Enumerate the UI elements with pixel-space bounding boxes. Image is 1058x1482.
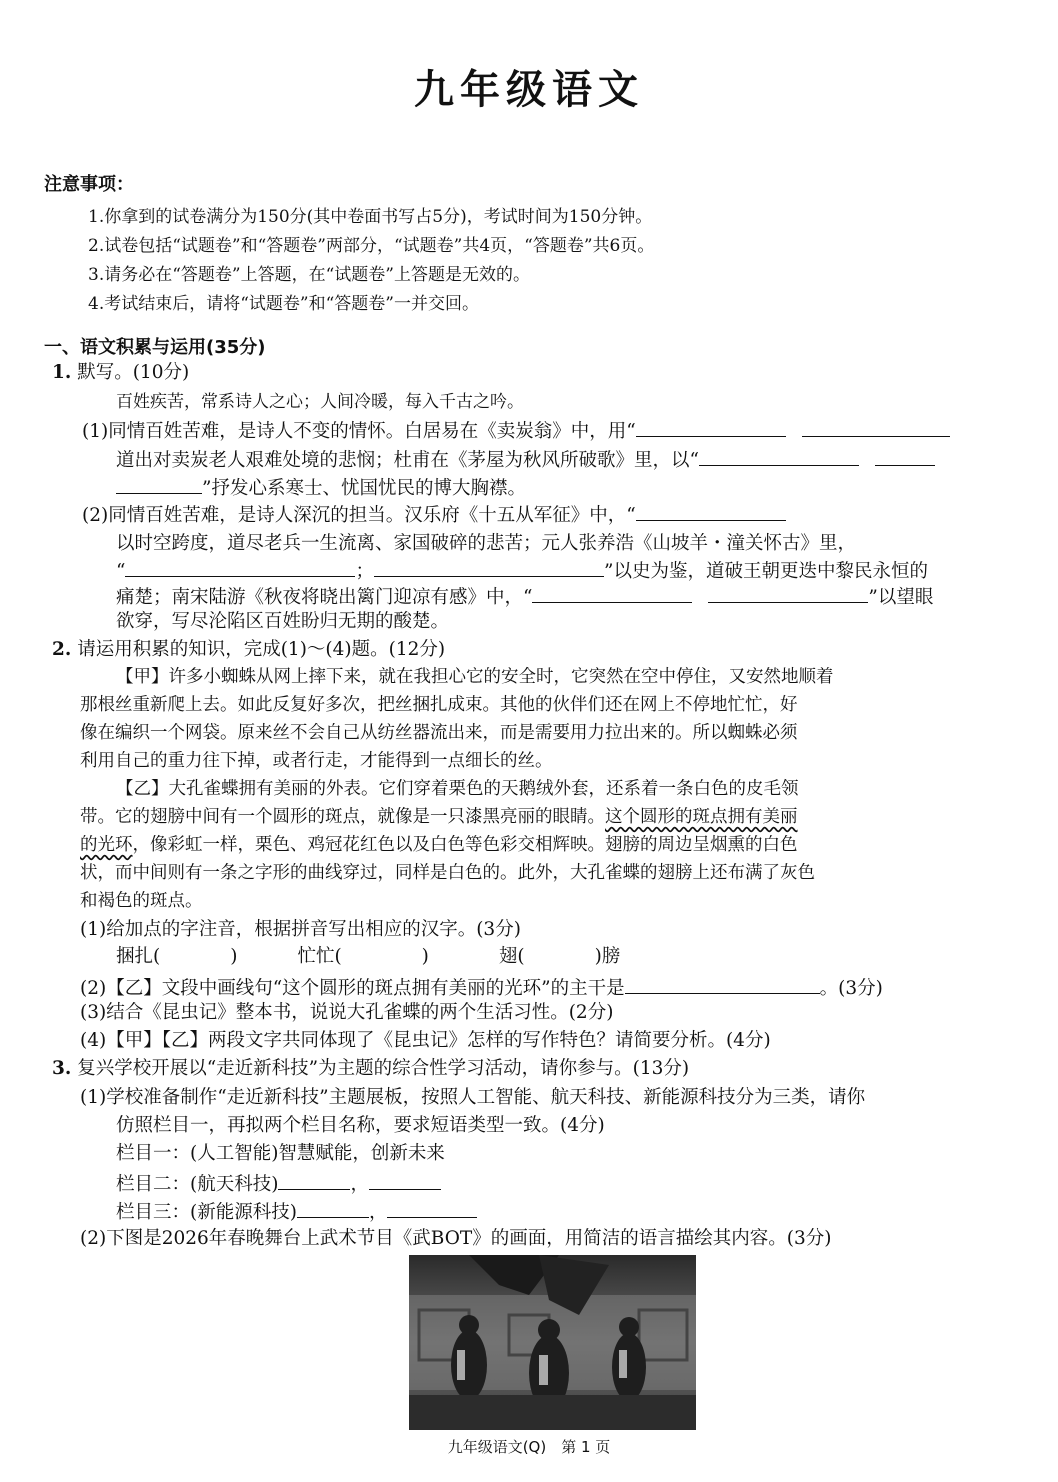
passage-jia-line: 那根丝重新爬上去。如此反复好多次，把丝捆扎成束。其他的伙伴们还在网上不停地忙忙，好 (80, 695, 798, 715)
pinyin-item: )膀 (594, 946, 621, 967)
pinyin-item: 忙忙( (297, 946, 342, 967)
q1-part2-line (82, 500, 786, 529)
q1-text: (2)同情百姓苦难，是诗人深沉的担当。汉乐府《十五从军征》中，“ (82, 505, 636, 526)
q1-text: ； (355, 561, 374, 582)
question-1-intro: 百姓疾苦，常系诗人之心；人间冷暖，每入千古之吟。 (116, 392, 524, 412)
passage-jia-line: 【甲】许多小蜘蛛从网上摔下来，就在我担心它的安全时，它突然在空中停住，又安然地顺着 (116, 667, 834, 687)
q1-text: ”抒发心系寒士、忧国忧民的博大胸襟。 (202, 478, 526, 499)
answer-blank (532, 582, 692, 603)
q1-part1-line (82, 416, 950, 445)
notice-item: 1.你拿到的试卷满分为150分(其中卷面书写占5分)，考试时间为150分钟。 (88, 207, 653, 227)
q3-sub1-line: 仿照栏目一，再拟两个栏目名称，要求短语类型一致。(4分) (116, 1115, 605, 1136)
column-1: 栏目一：(人工智能)智慧赋能，创新未来 (116, 1143, 445, 1164)
q1-part2-line: 欲穿，写尽沦陷区百姓盼归无期的酸楚。 (116, 611, 450, 632)
passage-text: 带。它的翅膀中间有一个圆形的斑点，就像是一只漆黑亮丽的眼睛。 (80, 807, 605, 827)
q2-sub3: (3)结合《昆虫记》整本书，说说大孔雀蝶的两个生活习性。(2分) (80, 1002, 614, 1023)
q2-text: 。(3分) (819, 978, 883, 999)
comma: ， (368, 1202, 388, 1223)
stage-photo (409, 1255, 696, 1430)
column-label: 栏目二：(航天科技) (116, 1174, 279, 1195)
question-2-title (52, 637, 445, 663)
answer-blank (374, 556, 604, 577)
pinyin-item: ) (421, 946, 429, 967)
answer-blank (708, 582, 868, 603)
answer-blank (636, 500, 786, 521)
question-number: 2. (52, 639, 72, 660)
answer-blank (625, 973, 820, 994)
answer-blank (699, 445, 859, 466)
q1-part2-line (116, 528, 856, 557)
q2-sub1: (1)给加点的字注音，根据拼音写出相应的汉字。(3分) (80, 919, 521, 940)
pinyin-item: 捆扎( (116, 946, 161, 967)
answer-blank (802, 416, 950, 437)
answer-blank (278, 1169, 350, 1190)
column-2 (116, 1169, 441, 1198)
q2-sub4: (4)【甲】【乙】两段文字共同体现了《昆虫记》怎样的写作特色？请简要分析。(4分) (80, 1030, 771, 1051)
notice-item: 2.试卷包括“试题卷”和“答题卷”两部分，“试题卷”共4页，“答题卷”共6页。 (88, 236, 655, 256)
answer-blank (297, 1197, 369, 1218)
q2-text: (2)【乙】文段中画线句“这个圆形的斑点拥有美丽的光环”的主干是 (80, 978, 625, 999)
question-1-title (52, 360, 189, 386)
pinyin-item: ) (230, 946, 238, 967)
underlined-sentence: 的光环 (80, 835, 133, 855)
section-heading: 一、语文积累与运用(35分) (44, 337, 266, 358)
question-text: 复兴学校开展以“走近新科技”为主题的综合性学习活动，请你参与。(13分) (77, 1058, 690, 1079)
passage-yi-line (80, 832, 798, 858)
passage-yi-line (80, 804, 798, 830)
answer-blank (369, 1169, 441, 1190)
q1-part2-line (116, 556, 928, 585)
page-footer: 九年级语文(Q) 第 1 页 (447, 1438, 611, 1456)
q1-text: ”以史为鉴，道破王朝更迭中黎民永恒的 (603, 561, 928, 582)
passage-text: ，像彩虹一样，栗色、鸡冠花红色以及白色等色彩交相辉映。翅膀的周边呈烟熏的白色 (132, 835, 798, 855)
page-title: 九年级语文 (414, 67, 644, 113)
pinyin-item: 翅( (498, 946, 525, 967)
q1-text: “ (116, 561, 126, 582)
notice-heading: 注意事项： (44, 174, 134, 195)
q1-part1-line (116, 445, 935, 474)
q3-sub1-line: (1)学校准备制作“走近新科技”主题展板，按照人工智能、航天科技、新能源科技分为三类，请你 (80, 1087, 866, 1108)
q1-text: ”以望眼 (868, 587, 934, 608)
answer-blank (116, 473, 202, 494)
column-3 (116, 1197, 477, 1226)
comma: ， (350, 1174, 369, 1195)
q1-text: (1)同情百姓苦难，是诗人不变的情怀。白居易在《卖炭翁》中，用“ (82, 421, 636, 442)
q3-sub2: (2)下图是2026年春晚舞台上武术节目《武BOT》的画面，用简洁的语言描绘其内容。(3分) (80, 1228, 832, 1249)
q2-sub2 (80, 973, 883, 1002)
answer-blank (387, 1197, 477, 1218)
q1-text: 痛楚；南宋陆游《秋夜将晓出篱门迎凉有感》中，“ (116, 587, 533, 608)
q1-text: 以时空跨度，道尽老兵一生流离、家国破碎的悲苦；元人张养浩《山坡羊・潼关怀古》里， (116, 533, 857, 554)
q2-sub1-items (116, 944, 620, 970)
passage-yi-line: 【乙】大孔雀蝶拥有美丽的外表。它们穿着栗色的天鹅绒外套，还系着一条白色的皮毛领 (116, 779, 799, 799)
stage-photo-image (409, 1255, 696, 1430)
column-label: 栏目三：(新能源科技) (116, 1202, 297, 1223)
question-3-title (52, 1056, 689, 1082)
question-text: 默写。(10分) (77, 362, 190, 383)
q1-text: 道出对卖炭老人艰难处境的悲悯；杜甫在《茅屋为秋风所破歌》里，以“ (116, 450, 699, 471)
question-number: 3. (52, 1058, 72, 1079)
passage-yi-line: 状，而中间则有一条之字形的曲线穿过，同样是白色的。此外，大孔雀蝶的翅膀上还布满了灰色 (80, 863, 815, 883)
passage-jia-line: 像在编织一个网袋。原来丝不会自己从纺丝器流出来，而是需要用力拉出来的。所以蜘蛛必须 (80, 723, 798, 743)
notice-item: 3.请务必在“答题卷”上答题，在“试题卷”上答题是无效的。 (88, 265, 530, 285)
question-text: 请运用积累的知识，完成(1)～(4)题。(12分) (77, 639, 446, 660)
answer-blank (125, 556, 355, 577)
answer-blank (875, 445, 935, 466)
q1-part1-line (116, 473, 526, 502)
question-number: 1. (52, 362, 72, 383)
answer-blank (636, 416, 786, 437)
underlined-sentence: 这个圆形的斑点拥有美丽 (605, 807, 798, 827)
notice-item: 4.考试结束后，请将“试题卷”和“答题卷”一并交回。 (88, 294, 479, 314)
passage-jia-line: 利用自己的重力往下掉，或者行走，才能得到一点细长的丝。 (80, 751, 553, 771)
passage-yi-line: 和褐色的斑点。 (80, 891, 203, 911)
q1-part2-line (116, 582, 933, 611)
